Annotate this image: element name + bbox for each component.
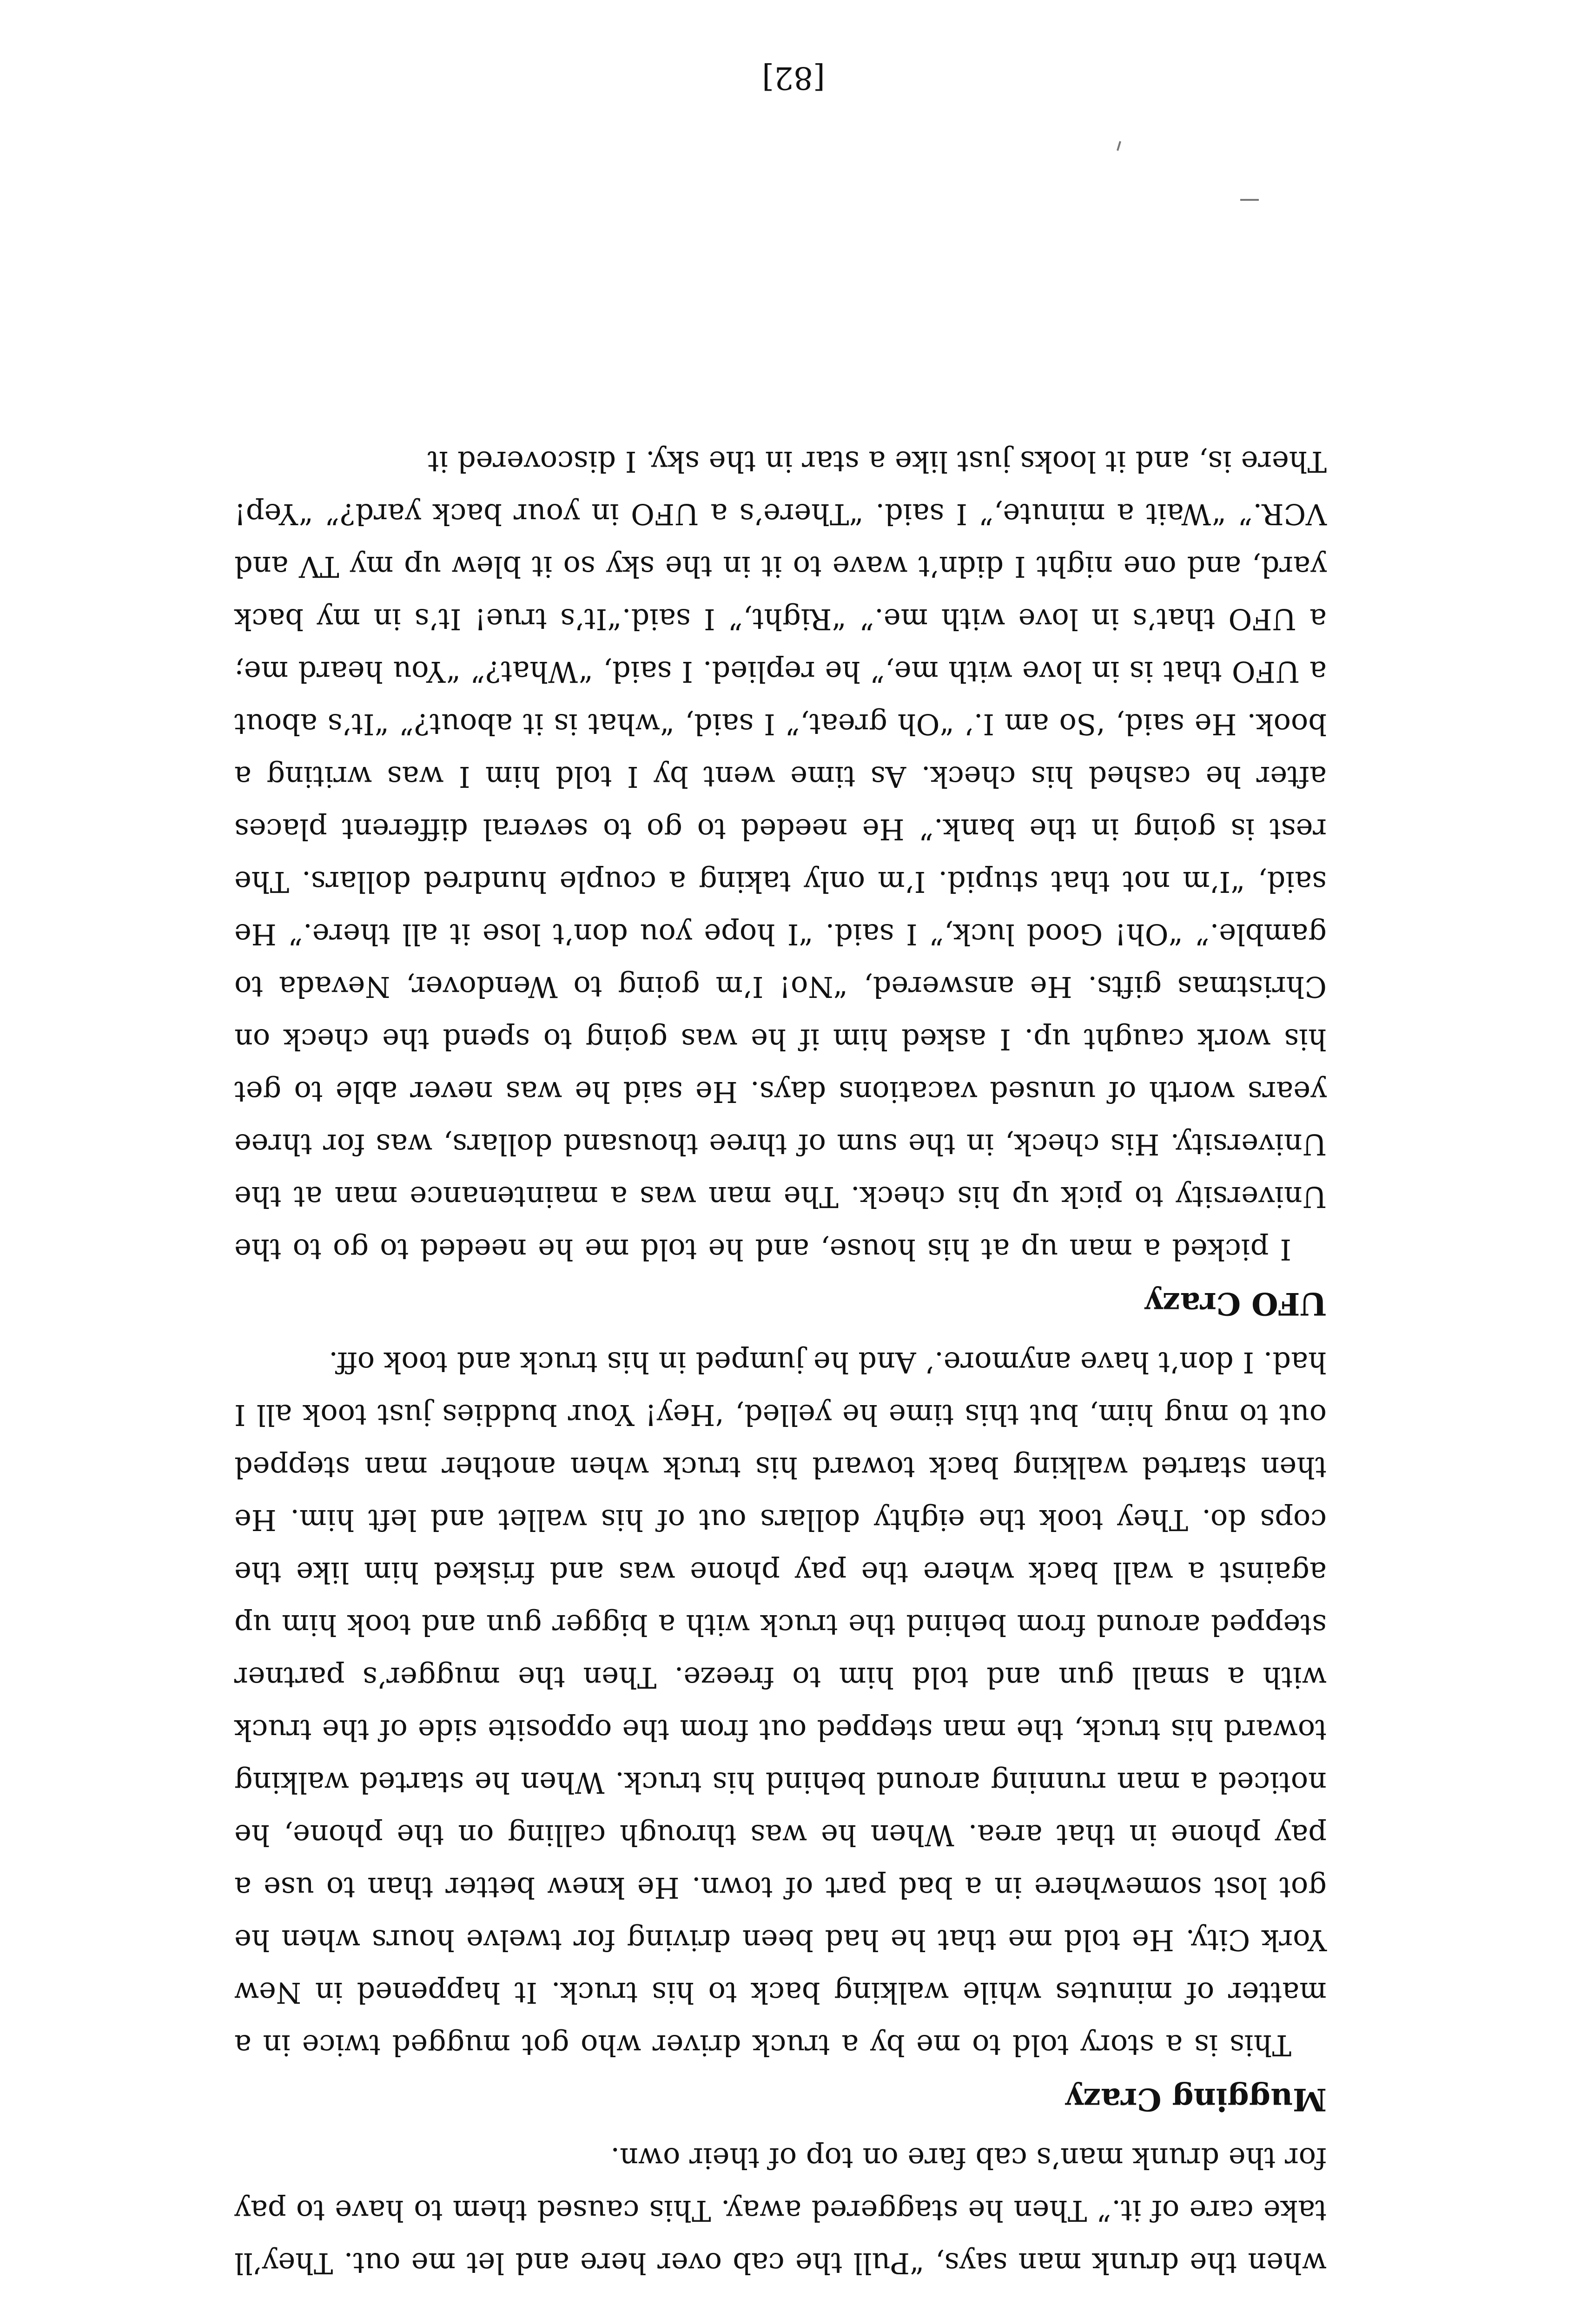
- section-body-ufo-crazy: I picked a man up at his house, and he told me he needed to go to the University to pick up his check. The man was a maintenance man at the University. His check, in the sum of three thousand dollars, was for three years worth of unused vacations days. He said he was never able to get his work caught up. I asked him if he was going to spend the check on Christmas gifts. He answered, “No! I’m going to Wendover, Nevada to gamble.” “Oh! Good luck,” I said. “I hope you don’t lose it all there.” He said, “I’m not that stupid. I’m only taking a couple hundred dollars. The rest is going in the bank.” He needed to go to several different places after he cashed his check. As time went by I told him I was writing a book. He said, ‘So am I.’ “Oh great,” I said, “what is it about?” “It’s about a UFO that is in love with me,” he replied. I said, “What?” “You heard me; a UFO that’s in love with me.” “Right,” I said.“It’s true! It’s in my back yard, and one night I didn’t wave to it in the sky so it blew up my TV and VCR.” “Wait a minute,” I said. “There’s a UFO in your back yard?” “Yep! There is, and it looks just like a star in the sky. I discovered it: [234, 445, 1327, 1267]
- scan-speck-marks: [1113, 138, 1262, 203]
- section-title-mugging-crazy: Mugging Crazy: [1065, 2081, 1327, 2118]
- section-body-mugging-crazy: This is a story told to me by a truck driver who got mugged twice in a matter of minutes while walking back to his truck. It happened in New York City. He told me that he had been driving for twelve hours when he got lost somewhere in a bad part of town. He knew better than to use a pay phone in that area. When he was through calling on the phone, he noticed a man running around behind his truck. When he started walking toward his truck, the man stepped out from the opposite side of the truck with a small gun and told him to freeze. Then the mugger’s partner stepped around from behind the truck with a bigger gun and took him up against a wall back where the pay phone was and frisked him like the cops do. They took the eighty dollars out of his wallet and left him. He then started walking back toward his truck when another man stepped out to mug him, but this time he yelled, ‘Hey! Your buddies just took all I had. I don’t have anymore.’ And he jumped in his truck and took off.: [234, 1346, 1327, 2062]
- section-title-ufo-crazy: UFO Crazy: [1145, 1286, 1327, 1322]
- page-text-block: [234, 436, 1327, 2290]
- scan-specks: [1113, 131, 1262, 203]
- scan-speck-tick: [1118, 141, 1120, 151]
- page-number: [82]: [762, 60, 825, 96]
- opening-paragraph: when the drunk man says, “Pull the cab over here and let me out. They’ll take care of it.” Then he staggered away. This caused them to have to pay for the drunk man’s cab fare on top of their own.: [234, 2141, 1327, 2280]
